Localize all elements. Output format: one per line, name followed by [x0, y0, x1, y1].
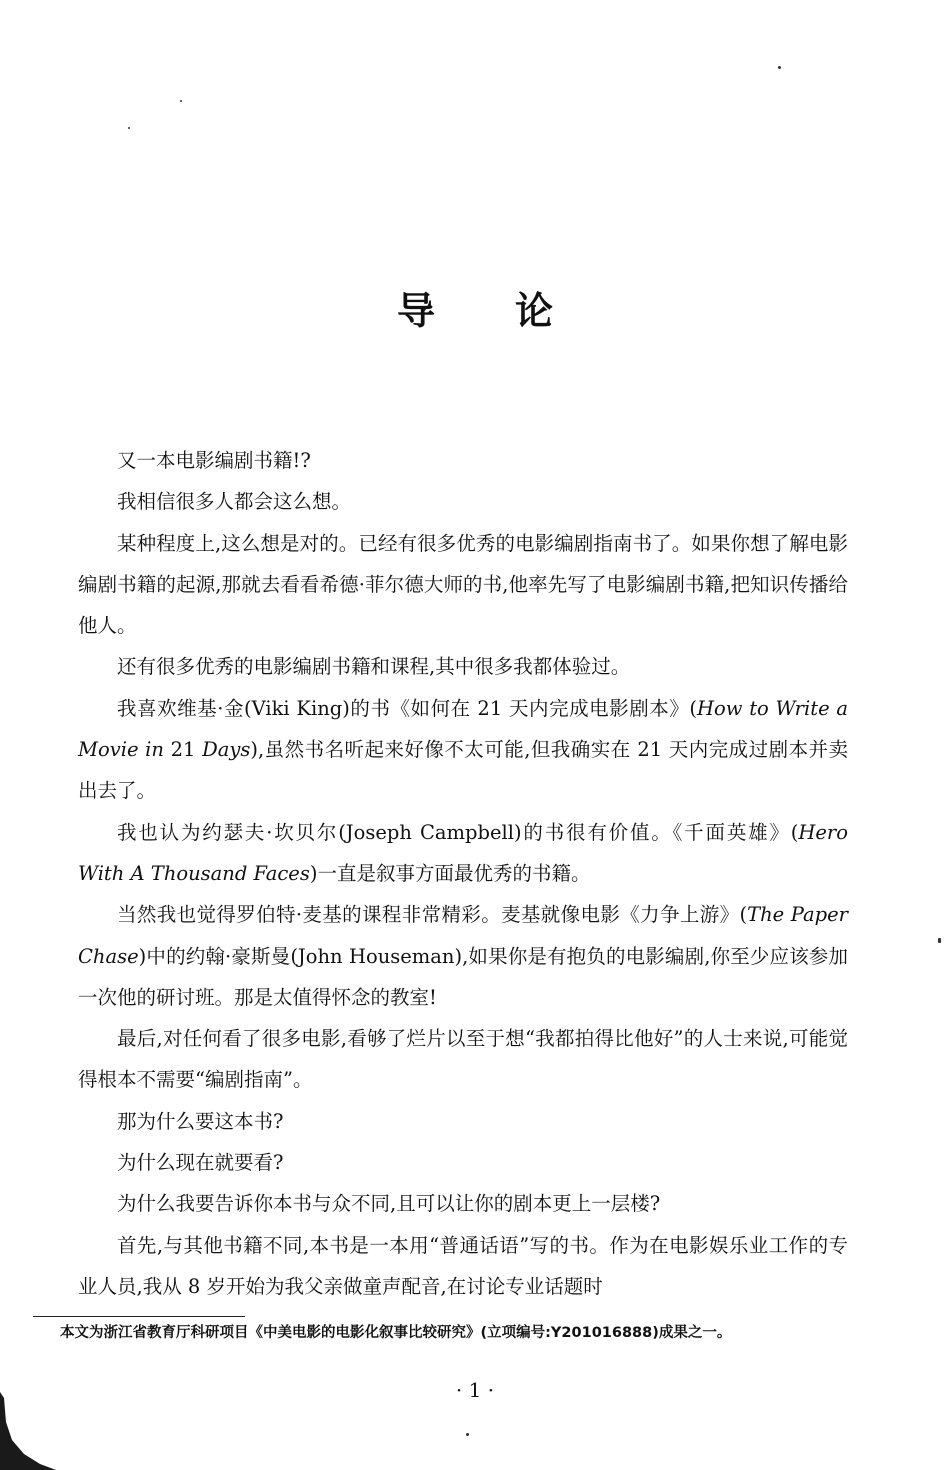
paragraph — [78, 894, 848, 1018]
paragraph: 首先,与其他书籍不同,本书是一本用“普通话语”写的书。作为在电影娱乐业工作的专业人员,我从 8 岁开始为我父亲做童声配音,在讨论专业话题时 — [78, 1233, 848, 1298]
paragraph-text: 21 — [163, 738, 203, 762]
page-number: · 1 · — [455, 1378, 495, 1402]
paragraph: 为什么现在就要看? — [117, 1151, 284, 1175]
scan-speck — [938, 938, 941, 943]
paragraph: 我相信很多人都会这么想。 — [117, 490, 352, 514]
film-title-en: The Paper Chase — [78, 903, 848, 968]
paragraph: 又一本电影编剧书籍!? — [117, 449, 311, 472]
paragraph-text: 我喜欢维基·金(Viki King)的书《如何在 21 天内完成电影剧本》( — [117, 696, 698, 720]
paragraph: 还有很多优秀的电影编剧书籍和课程,其中很多我都体验过。 — [117, 655, 631, 679]
paragraph-text: )中的约翰·豪斯曼(John Houseman),如果你是有抱负的电影编剧,你至少应该参加一次他的研讨班。那是太值得怀念的教室! — [78, 944, 848, 1009]
paragraph — [78, 812, 848, 895]
scan-speck — [180, 100, 182, 102]
paragraph: 某种程度上,这么想是对的。已经有很多优秀的电影编剧指南书了。如果你想了解电影编剧书籍的起源,那就去看看希德·菲尔德大师的书,他率先写了电影编剧书籍,把知识传播给他人。 — [78, 531, 848, 638]
paragraph-text: 我也认为约瑟夫·坎贝尔(Joseph Campbell)的书很有价值。《千面英雄》( — [117, 820, 799, 844]
paragraph-text: 当然我也觉得罗伯特·麦基的课程非常精彩。麦基就像电影《力争上游》( — [117, 903, 748, 927]
footnote: 本文为浙江省教育厅科研项目《中美电影的电影化叙事比较研究》(立项编号:Y201016888)成果之一。 — [60, 1325, 732, 1341]
chapter-title: 导论 — [396, 289, 633, 334]
paragraph-text: ),虽然书名听起来好像不太可能,但我确实在 21 天内完成过剧本并卖出去了。 — [78, 738, 848, 803]
paragraph — [78, 688, 848, 812]
scan-edge-shadow — [0, 1392, 60, 1470]
footnote-divider — [33, 1316, 245, 1317]
scan-speck — [466, 1433, 469, 1436]
paragraph: 那为什么要这本书? — [117, 1109, 284, 1133]
scan-speck — [778, 66, 781, 69]
paragraph: 为什么我要告诉你本书与众不同,且可以让你的剧本更上一层楼? — [117, 1192, 661, 1216]
paragraph-text: )一直是叙事方面最优秀的书籍。 — [309, 861, 591, 885]
book-title-en: Days — [202, 738, 251, 762]
scan-speck — [128, 127, 130, 129]
paragraph: 最后,对任何看了很多电影,看够了烂片以至于想“我都拍得比他好”的人士来说,可能觉得根本不需要“编剧指南”。 — [78, 1027, 848, 1092]
book-title-en: Hero With A Thousand Faces — [78, 820, 848, 885]
body-text — [78, 440, 848, 1307]
book-title-en: How to Write a Movie in — [78, 696, 848, 762]
